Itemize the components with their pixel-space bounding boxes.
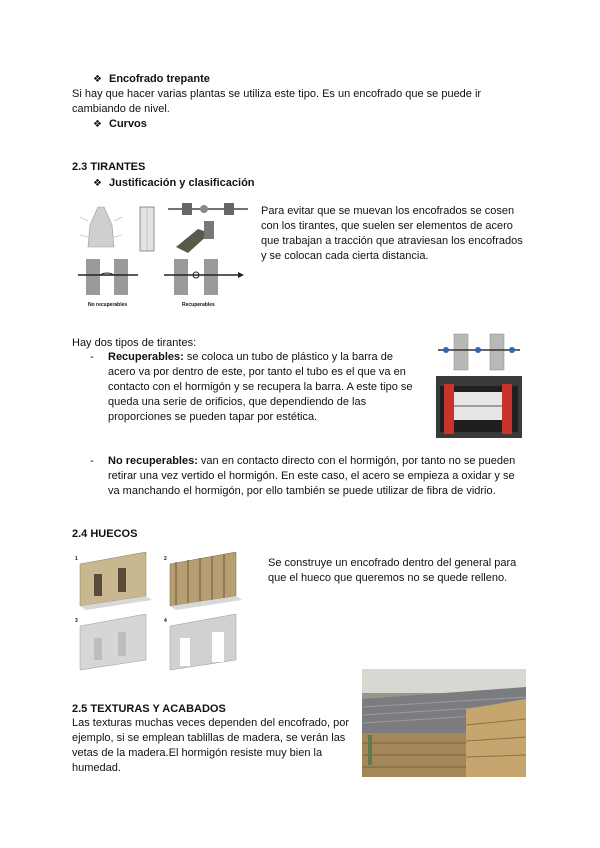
- text-line: Se construye un encofrado dentro del general para: [268, 557, 517, 569]
- section-title-texturas: 2.5 TEXTURAS Y ACABADOS: [72, 703, 226, 715]
- photo-concrete-texture: [362, 669, 526, 777]
- text-line: que el hueco que queremos no se quede relleno.: [268, 572, 508, 584]
- text-line: con los tirantes, que suelen ser elementos de acero: [261, 220, 513, 232]
- photo-recuperable-tie: [436, 332, 522, 438]
- text-line: [108, 350, 428, 365]
- heading-text: Justificación y clasificación: [109, 177, 255, 189]
- types-intro: Hay dos tipos de tirantes:: [72, 337, 197, 349]
- text-line: contacto con el hormigón y se recupera la barra. A este tipo se: [108, 381, 413, 393]
- diamond-bullet-icon: ❖: [93, 178, 102, 189]
- text-line: y se colocan cada cierta distancia.: [261, 250, 429, 262]
- term-label: Recuperables:: [108, 351, 184, 363]
- text-line: vetas de la madera.El hormigón resiste muy bien la: [72, 747, 323, 759]
- text-line: humedad.: [72, 762, 121, 774]
- heading-text: Curvos: [109, 118, 147, 130]
- text-line: queda una serie de orificios, que dependiendo de las: [108, 396, 367, 408]
- heading-text: Encofrado trepante: [109, 73, 210, 85]
- caption-recuperables: Recuperables: [182, 302, 215, 308]
- text-line: [108, 454, 538, 469]
- bullet-heading-trepante: [93, 72, 210, 87]
- panel-number: 1: [75, 556, 78, 562]
- paragraph-texturas: [72, 716, 349, 776]
- caption-no-recuperables: No recuperables: [88, 302, 128, 308]
- bullet-heading-justificacion: [93, 176, 255, 191]
- tirantes-diagram-illustration: [78, 195, 254, 307]
- list-item-recuperables: [108, 350, 428, 425]
- paragraph-tirantes: [261, 204, 523, 264]
- bullet-heading-curvos: [93, 117, 147, 132]
- text-line: cambiando de nivel.: [72, 103, 170, 115]
- panel-number: 2: [164, 556, 167, 562]
- text-line: que trabajan a tracción que atraviesan los encofrados: [261, 235, 523, 247]
- text-line: va manchando el hormigón, por ello también se puede utilizar de fibra de vidrio.: [108, 485, 496, 497]
- text: se coloca un tubo de plástico y la barra de: [183, 351, 393, 363]
- section-title-tirantes: 2.3 TIRANTES: [72, 161, 146, 173]
- text-line: Para evitar que se muevan los encofrados se cosen: [261, 205, 515, 217]
- panel-number: 3: [75, 618, 78, 624]
- figure-huecos-steps: [72, 550, 252, 674]
- list-item-no-recuperables: [108, 454, 538, 499]
- panel-number: 4: [164, 618, 167, 624]
- recuperable-tie-photo-illustration: [436, 332, 522, 438]
- list-dash: -: [90, 455, 94, 467]
- paragraph-trepante: [72, 87, 481, 117]
- diamond-bullet-icon: ❖: [93, 119, 102, 130]
- figure-tirantes-diagram: [78, 195, 254, 307]
- text-line: ejemplo, si se emplean tablillas de madera, se verán las: [72, 732, 346, 744]
- section-title-huecos: 2.4 HUECOS: [72, 528, 138, 540]
- term-label: No recuperables:: [108, 455, 198, 467]
- diamond-bullet-icon: ❖: [93, 74, 102, 85]
- text-line: retirar una vez vertido el hormigón. En este caso, el acero se empieza a oxidar y se: [108, 470, 515, 482]
- huecos-steps-illustration: [72, 550, 252, 674]
- text-line: proporciones se pueden tapar por estética.: [108, 411, 318, 423]
- concrete-wood-texture-photo: [362, 669, 526, 777]
- text-line: Si hay que hacer varias plantas se utiliza este tipo. Es un encofrado que se puede ir: [72, 88, 482, 100]
- paragraph-huecos: [268, 556, 516, 586]
- text-line: acero va por dentro de este, por tanto el tubo es el que va en: [108, 366, 406, 378]
- list-dash: -: [90, 351, 94, 363]
- text-line: Las texturas muchas veces dependen del encofrado, por: [72, 717, 350, 729]
- text: van en contacto directo con el hormigón, por tanto no se pueden: [197, 455, 516, 467]
